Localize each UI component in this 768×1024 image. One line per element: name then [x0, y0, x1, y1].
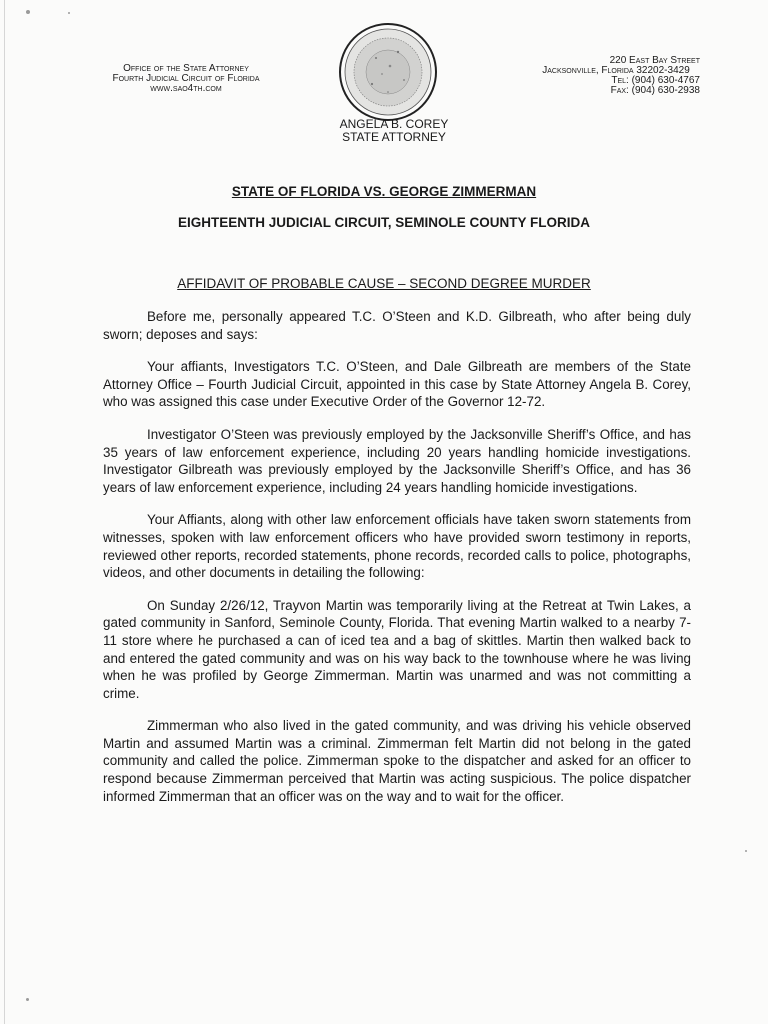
- office-website: www.sao4th.com: [150, 83, 222, 94]
- scan-speck: [745, 850, 747, 852]
- scan-speck: [68, 12, 70, 14]
- office-block: [80, 64, 292, 94]
- address-block: [496, 56, 736, 96]
- affidavit-body: [103, 308, 691, 820]
- paragraph-experience: Investigator O’Steen was previously employed by the Jacksonville Sheriff’s Office, and has 35 years of law enforcement experience, including 20 years handling homicide investigations. Investigator Gilbreath was previously employed by the Jacksonville Sheriff’s Office, and has 36 years of law enforcement experience, including 24 years handling homicide investigations.: [103, 426, 691, 495]
- scan-speck: [26, 998, 29, 1001]
- office-circuit: Fourth Judicial Circuit of Florida: [112, 73, 260, 84]
- attorney-title: STATE ATTORNEY: [342, 130, 446, 144]
- document-title: AFFIDAVIT OF PROBABLE CAUSE – SECOND DEGREE MURDER: [177, 276, 591, 291]
- case-title: STATE OF FLORIDA VS. GEORGE ZIMMERMAN: [231, 184, 537, 199]
- scan-speck: [26, 10, 30, 14]
- office-name: Office of the State Attorney: [123, 63, 249, 74]
- court-title: EIGHTEENTH JUDICIAL CIRCUIT, SEMINOLE COUNTY FLORIDA: [177, 215, 591, 230]
- attorney-block: [284, 118, 504, 144]
- address-city: Jacksonville, Florida 32202-3429: [542, 65, 690, 76]
- attorney-name: ANGELA B. COREY: [339, 117, 449, 131]
- paragraph-investigation: Your Affiants, along with other law enforcement officials have taken sworn statements from witnesses, spoken with law enforcement officers who have provided sworn testimony in reports, reviewed other reports, recorded statements, phone records, recorded calls to police, photographs, videos, and other documents in detailing the following:: [103, 512, 691, 581]
- address-fax: Fax: (904) 630-2938: [610, 85, 700, 96]
- address-telephone: Tel: (904) 630-4767: [611, 75, 700, 86]
- paragraph-appearance: Before me, personally appeared T.C. O’Steen and K.D. Gilbreath, who after being duly sworn; deposes and says:: [103, 309, 691, 342]
- address-street: 220 East Bay Street: [609, 55, 700, 66]
- paragraph-affiants: Your affiants, Investigators T.C. O’Steen, and Dale Gilbreath are members of the State Attorney Office – Fourth Judicial Circuit, appointed in this case by State Attorney Angela B. Corey, who was assigned this case under Executive Order of the Governor 12-72.: [103, 359, 691, 410]
- paragraph-zimmerman: Zimmerman who also lived in the gated community, and was driving his vehicle observed Martin and assumed Martin was a criminal. Zimmerman felt Martin did not belong in the gated community and called the police. Zimmerman spoke to the dispatcher and asked for an officer to respond because Zimmerman perceived that Martin was acting suspicious. The police dispatcher informed Zimmerman that an officer was on the way and to wait for the officer.: [103, 718, 691, 804]
- scan-margin-line: [4, 0, 5, 1024]
- state-attorney-seal-icon: [338, 22, 438, 122]
- paragraph-events: On Sunday 2/26/12, Trayvon Martin was temporarily living at the Retreat at Twin Lakes, a gated community in Sanford, Seminole County, Florida. That evening Martin walked to a nearby 7-11 store where he purchased a can of iced tea and a bag of skittles. Martin then walked back to and entered the gated community and was on his way back to the townhouse where he was living when he was profiled by George Zimmerman. Martin was unarmed and was not committing a crime.: [103, 597, 691, 701]
